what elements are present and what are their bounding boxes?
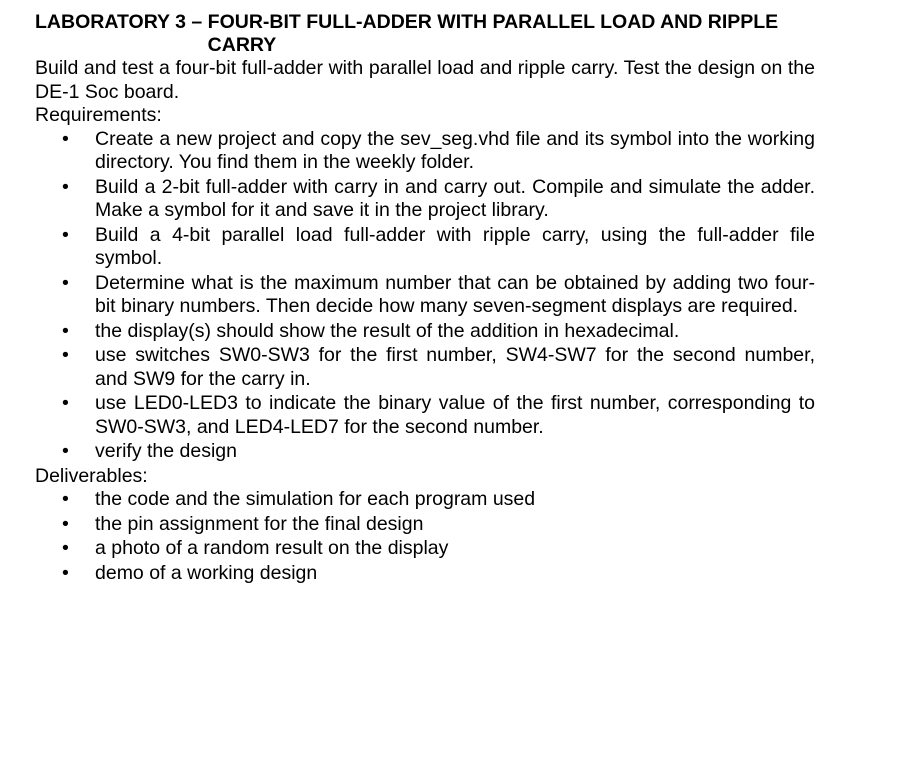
bullet-icon: • bbox=[62, 440, 69, 462]
bullet-icon: • bbox=[62, 127, 69, 150]
requirement-item bbox=[35, 320, 815, 344]
deliverable-item bbox=[35, 513, 815, 537]
bullet-icon: • bbox=[62, 392, 69, 414]
bullet-icon: • bbox=[62, 344, 69, 366]
bullet-icon: • bbox=[62, 223, 69, 246]
bullet-icon: • bbox=[62, 319, 69, 342]
requirements-heading: Requirements: bbox=[35, 104, 162, 126]
requirement-text: Build a 2-bit full-adder with carry in and carry out. Compile and simulate the adder. Make a symbol for it and save it in the project library. bbox=[95, 175, 815, 221]
requirement-item bbox=[35, 176, 815, 223]
title-text: FOUR-BIT FULL-ADDER WITH PARALLEL LOAD AND RIPPLE CARRY bbox=[207, 11, 779, 56]
deliverable-text: the code and the simulation for each program used bbox=[95, 488, 536, 510]
requirement-text: use switches SW0-SW3 for the first number, SW4-SW7 for the second number, and SW9 for the carry in. bbox=[95, 344, 815, 390]
requirement-text: the display(s) should show the result of the addition in hexadecimal. bbox=[95, 319, 680, 342]
bullet-icon: • bbox=[62, 175, 69, 198]
deliverable-text: the pin assignment for the final design bbox=[95, 512, 424, 535]
requirement-item bbox=[35, 392, 815, 439]
requirement-item bbox=[35, 128, 815, 175]
deliverable-text: a photo of a random result on the display bbox=[95, 537, 449, 559]
requirement-item bbox=[35, 224, 815, 271]
requirement-item bbox=[35, 272, 815, 319]
deliverables-list bbox=[35, 488, 815, 585]
requirement-text: Determine what is the maximum number that can be obtained by adding two four-bit binary numbers. Then decide how many seven-segment displays are required. bbox=[95, 271, 815, 317]
bullet-icon: • bbox=[62, 271, 69, 294]
requirement-text: Build a 4-bit parallel load full-adder with ripple carry, using the full-adder file symbol. bbox=[95, 223, 815, 269]
requirement-text: Create a new project and copy the sev_seg.vhd file and its symbol into the working directory. You find them in the weekly folder. bbox=[95, 127, 815, 173]
deliverable-item bbox=[35, 537, 815, 561]
page-title bbox=[35, 11, 815, 57]
deliverables-heading: Deliverables: bbox=[35, 464, 148, 487]
bullet-icon: • bbox=[62, 537, 69, 559]
requirement-text: verify the design bbox=[95, 440, 237, 462]
deliverable-item bbox=[35, 488, 815, 512]
bullet-icon: • bbox=[62, 488, 69, 510]
title-prefix: LABORATORY 3 – bbox=[35, 11, 208, 33]
requirement-text: use LED0-LED3 to indicate the binary value of the first number, corresponding to SW0-SW3, and LED4-LED7 for the second number. bbox=[95, 392, 815, 438]
intro-paragraph: Build and test a four-bit full-adder with parallel load and ripple carry. Test the design on the DE-1 Soc board. bbox=[35, 57, 815, 103]
lab-document bbox=[35, 11, 815, 586]
deliverable-text: demo of a working design bbox=[95, 561, 318, 584]
requirements-list bbox=[35, 128, 815, 464]
bullet-icon: • bbox=[62, 512, 69, 535]
deliverable-item bbox=[35, 562, 815, 586]
requirement-item bbox=[35, 440, 815, 464]
bullet-icon: • bbox=[62, 561, 69, 584]
requirement-item bbox=[35, 344, 815, 391]
